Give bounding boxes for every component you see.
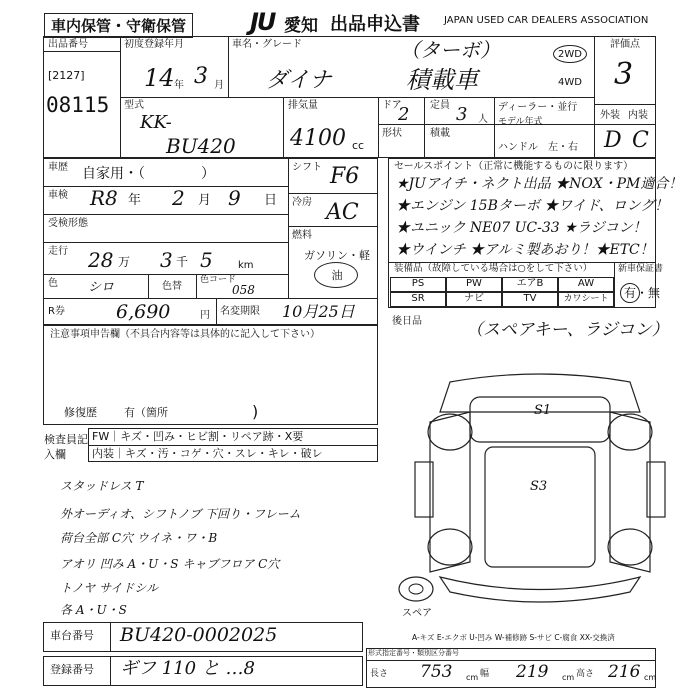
mileage-sen: 3 xyxy=(160,248,173,272)
mark-s3: S3 xyxy=(530,479,548,494)
repair-history-value: 有（箇所 xyxy=(124,406,168,419)
notes-label: 注意事項申告欄（不具合内容等は具体的に記入して下さい） xyxy=(50,329,320,340)
auction-bracket: [2127] xyxy=(48,69,85,82)
mileage-rest: 5 xyxy=(200,248,213,272)
equip-ps: PS xyxy=(390,277,446,292)
sales-point-1: ★JUアイチ・ネクト出品 ★NOX・PM適合！ xyxy=(396,176,683,192)
km-unit: km xyxy=(238,260,254,271)
equip-navi: ナビ xyxy=(446,292,502,307)
dim-length-value: 753 xyxy=(420,662,453,682)
warranty-label: 新車保証書 xyxy=(618,264,664,274)
later-label: 後日品 xyxy=(392,316,422,327)
later-value: （スペアキー、ラジコン） xyxy=(466,320,669,340)
inspector-note-1: スタッドレス T xyxy=(60,479,144,493)
exterior-grade: D xyxy=(604,128,622,153)
fuel-options: ガソリン・軽油 xyxy=(304,249,370,282)
fuel-label: 燃料 xyxy=(292,230,312,241)
equip-pw: PW xyxy=(446,277,502,292)
ju-logo: JU xyxy=(250,8,275,36)
shape-label: 形状 xyxy=(382,128,402,139)
warranty-options: 有・無 xyxy=(624,286,661,300)
form-title: 出品申込書 xyxy=(330,14,420,35)
sales-points-label: セールスポイント（正常に機能するものに限ります） xyxy=(394,161,634,172)
sen-unit: 千 xyxy=(176,255,189,269)
storage-tag: 車内保管・守衛保管 xyxy=(44,13,193,38)
year-unit: 年 xyxy=(174,80,184,91)
lot-no-label: 出品番号 xyxy=(48,39,88,50)
cm-unit-2: cm xyxy=(562,673,575,682)
grade: 積載車 xyxy=(406,66,478,94)
equip-tv: TV xyxy=(502,292,558,307)
sales-point-3: ★ユニック NE07 UC-33 ★ラジコン！ xyxy=(396,220,647,236)
dealer-label: ディーラー・並行 xyxy=(498,102,578,113)
reg-doc-label: 形式指定番号・類別区分番号 xyxy=(368,649,459,657)
name-change-label: 名変期限 xyxy=(220,306,260,317)
inspector-interior-row: 内装｜キズ・汚・コゲ・穴・スレ・キレ・破レ xyxy=(92,447,323,460)
equip-airbag: エアB xyxy=(502,277,558,292)
car-name: ダイナ xyxy=(266,68,332,93)
recycle-value: 6,690 xyxy=(116,301,171,323)
inspector-label: 検査員記入欄 xyxy=(44,433,88,461)
history-label: 車歴 xyxy=(48,162,68,173)
insp-day-unit: 日 xyxy=(264,193,278,208)
equip-aw: AW xyxy=(558,277,614,292)
lot-no-value: 08115 xyxy=(46,93,110,117)
load-label: 積載 xyxy=(430,128,450,139)
repair-close-paren: ) xyxy=(252,402,259,421)
drive-2wd: 2WD xyxy=(558,49,582,60)
first-reg-label: 初度登録年月 xyxy=(124,39,184,50)
drive-4wd: 4WD xyxy=(558,77,582,88)
dim-width-value: 219 xyxy=(516,662,549,682)
cm-unit-1: cm xyxy=(466,673,479,682)
reg-no-value: ギフ 110 と …8 xyxy=(120,658,255,679)
yen-unit: 円 xyxy=(200,310,210,321)
inspection-label: 車検 xyxy=(48,190,68,201)
chassis-no-value: BU420-0002025 xyxy=(120,624,278,646)
color-code-value: 058 xyxy=(232,283,255,297)
insp-month-unit: 月 xyxy=(198,193,212,208)
color2-label: 色替 xyxy=(162,281,182,292)
man-unit: 万 xyxy=(118,255,131,269)
repair-history-label: 修復歴 xyxy=(64,406,97,419)
rating-value: 3 xyxy=(614,57,634,92)
logo-text: 愛知 xyxy=(284,16,318,36)
cc-unit: cc xyxy=(352,139,365,152)
model-year-label: モデル年式 xyxy=(498,117,543,127)
insp-era: R8 xyxy=(90,186,118,210)
insp-year-unit: 年 xyxy=(128,193,142,208)
insp-day: 9 xyxy=(228,186,241,210)
displacement-label: 排気量 xyxy=(288,100,318,111)
recycle-label: R券 xyxy=(48,306,65,317)
sales-point-2: ★エンジン 15Bターボ ★ワイド、ロング！ xyxy=(396,198,669,214)
name-change-value: 10月25日 xyxy=(282,302,355,321)
car-name-label: 車名・グレード xyxy=(232,39,302,50)
chassis-no-label: 車台番号 xyxy=(50,629,94,642)
color-value: シロ xyxy=(88,280,115,295)
dim-height-label: 高さ xyxy=(576,669,595,679)
spare-label: スペア xyxy=(402,608,432,619)
cm-unit-3: cm xyxy=(644,673,657,682)
inspector-note-4: アオリ 凹み A・U・S キャブフロア C穴 xyxy=(60,557,280,571)
handle-label: ハンドル xyxy=(498,142,538,153)
reg-year: 14 xyxy=(144,64,175,92)
dim-height-value: 216 xyxy=(608,662,641,682)
capacity-value: 3 xyxy=(456,104,468,125)
model-value: BU420 xyxy=(166,134,236,158)
capacity-label: 定員 xyxy=(430,100,450,111)
inspector-note-6: 各 A・U・S xyxy=(60,603,127,617)
dim-width-label: 幅 xyxy=(480,669,490,679)
association-name: JAPAN USED CAR DEALERS ASSOCIATION xyxy=(444,15,649,26)
warranty-yes-circle xyxy=(620,283,640,303)
damage-legend: A-キズ E-エクボ U-凹み W-補修跡 S-サビ C-腐食 XX-交換済 xyxy=(412,633,615,642)
insp-month: 2 xyxy=(172,186,185,210)
handle-options: 左・右 xyxy=(548,142,578,153)
rating-label: 評価点 xyxy=(610,39,640,50)
interior-grade: C xyxy=(632,128,649,153)
model-prefix: KK- xyxy=(140,112,172,133)
shift-value: F6 xyxy=(330,164,360,189)
inspector-note-2: 外オーディオ、シフトノブ 下回り・フレーム xyxy=(60,507,301,521)
equip-seat: カワシート xyxy=(558,292,614,307)
mark-s1: S1 xyxy=(534,403,552,418)
color-label: 色 xyxy=(48,278,58,289)
doors-label: ドア xyxy=(382,100,402,111)
doors-value: 2 xyxy=(398,104,410,125)
reg-no-label: 登録番号 xyxy=(50,663,94,676)
shift-label: シフト xyxy=(292,162,322,173)
displacement-value: 4100 xyxy=(290,126,346,151)
inspector-note-3: 荷台全部 C穴 ウイネ・ワ・B xyxy=(60,531,218,545)
history-value: 自家用・（ ） xyxy=(82,166,215,182)
dim-length-label: 長さ xyxy=(370,669,389,679)
inspector-fw-row: FW｜キズ・凹み・ヒビ割・リペア跡・X要 xyxy=(92,430,304,443)
mileage-man: 28 xyxy=(88,248,114,272)
equipment-label: 装備品（故障している場合は○をして下さい） xyxy=(394,263,593,274)
ac-label: 冷房 xyxy=(292,197,312,208)
exterior-label: 外装 xyxy=(600,110,620,121)
model-label: 型式 xyxy=(124,100,144,111)
equip-sr: SR xyxy=(390,292,446,307)
reg-month: 3 xyxy=(194,64,208,89)
reg-prev-label: 受検形態 xyxy=(48,218,88,229)
color-code-label: 色コード xyxy=(200,275,237,285)
interior-label: 内装 xyxy=(628,110,648,121)
mileage-label: 走行 xyxy=(48,246,68,257)
inspector-note-5: トノヤ サイドシル xyxy=(60,581,158,595)
ac-value: AC xyxy=(326,200,359,225)
persons-unit: 人 xyxy=(478,114,488,125)
grade-turbo: （ターボ） xyxy=(400,38,500,62)
sales-point-4: ★ウインチ ★アルミ製あおり！★ETC！ xyxy=(396,242,654,258)
month-unit: 月 xyxy=(214,80,224,91)
fuel-diesel-circle xyxy=(314,262,358,288)
spare-tire-icon xyxy=(396,574,436,604)
